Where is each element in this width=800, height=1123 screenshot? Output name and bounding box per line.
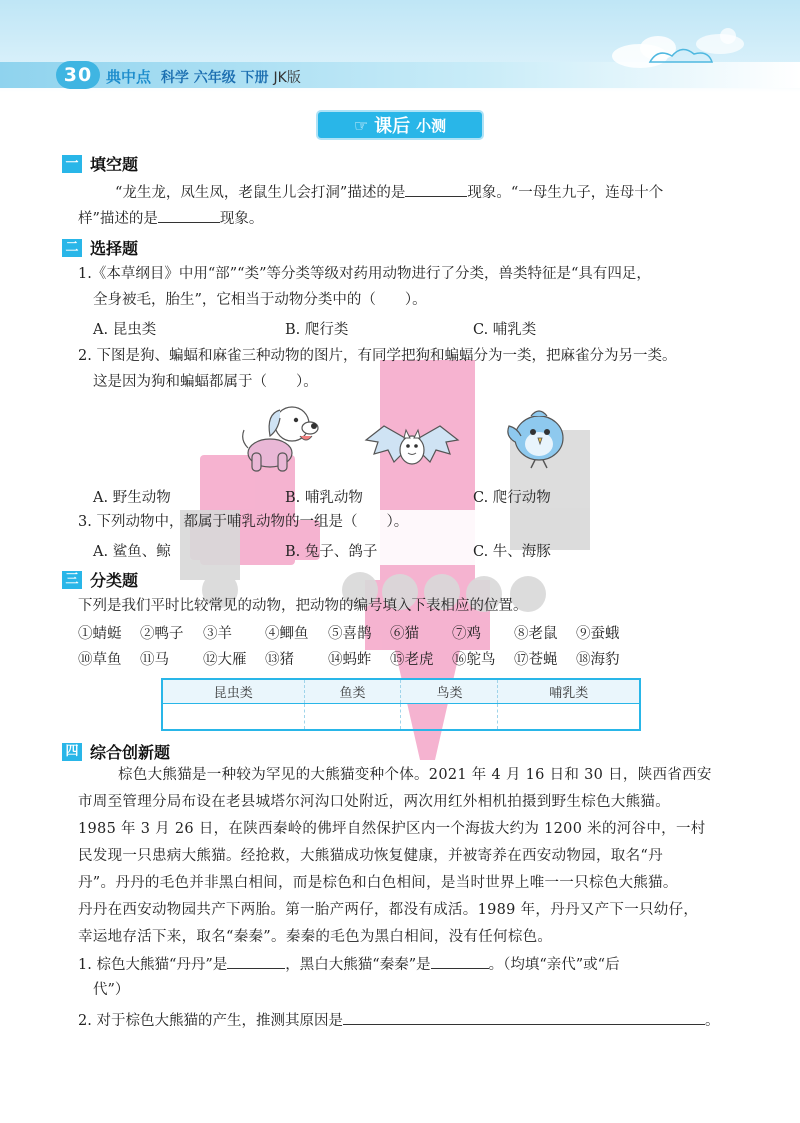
option-c[interactable]: C. 哺乳类: [473, 322, 537, 338]
reading-passage: [78, 762, 732, 951]
question-text: 2. 对于棕色大熊猫的产生，推测其原因是: [78, 1013, 343, 1029]
passage-line: 1985 年 3 月 26 日，在陕西秦岭的佛坪自然保护区内一个海拔大约为 1200 米的河谷中，一村: [78, 821, 706, 837]
question-text: ，黑白大熊猫“秦秦”是: [285, 957, 431, 973]
option-a[interactable]: A. 昆虫类: [93, 322, 157, 338]
dog-illustration: [240, 398, 320, 476]
answer-blank[interactable]: [431, 954, 489, 969]
answer-cell[interactable]: [162, 704, 304, 731]
question-text: 代”）: [93, 982, 130, 998]
animal-item: ⑯鸵鸟: [452, 652, 496, 668]
answer-blank[interactable]: [158, 208, 220, 223]
animal-item: ⑮老虎: [390, 652, 434, 668]
section-heading-3: [62, 568, 138, 591]
question-text: 样”描述的是: [78, 211, 158, 227]
section-title: 填空题: [90, 155, 139, 174]
option-a[interactable]: A. 鲨鱼、鲸: [93, 544, 171, 560]
question-text: “龙生龙，凤生凤，老鼠生儿会打洞”描述的是: [115, 185, 406, 201]
animal-item: ⑦鸡: [452, 626, 481, 642]
section-banner: [318, 112, 482, 138]
section-heading-2: [62, 236, 138, 259]
table-header: 鱼类: [304, 679, 401, 704]
watermark-line-1: Since 1999: [494, 390, 508, 465]
section-title: 综合创新题: [90, 743, 171, 762]
book-title: [106, 66, 301, 87]
page-number: 30: [56, 61, 100, 89]
animal-item: ⑤喜鹊: [328, 626, 372, 642]
subject-label: 科学 六年级 下册: [160, 70, 269, 86]
answer-blank[interactable]: [405, 182, 467, 197]
answer-blank[interactable]: [227, 954, 285, 969]
option-b[interactable]: B. 爬行类: [285, 322, 349, 338]
section-title: 分类题: [90, 571, 139, 590]
answer-cell[interactable]: [498, 704, 640, 731]
question-text: 。（均填“亲代”或“后: [488, 957, 620, 973]
question-text: 全身被毛，胎生”，它相当于动物分类中的（ ）。: [93, 292, 427, 308]
question-text: 1. 棕色大熊猫“丹丹”是: [78, 957, 228, 973]
question-text: 1.《本草纲目》中用“部”“类”等分类等级对药用动物进行了分类，兽类特征是“具有四足，: [78, 266, 651, 282]
cloud-icon: [640, 40, 730, 70]
animal-item: ⑧老鼠: [514, 626, 558, 642]
question-text: 这是因为狗和蝙蝠都属于（ ）。: [93, 374, 318, 390]
table-row: [162, 704, 640, 731]
animal-item: ⑩草鱼: [78, 652, 122, 668]
brand-logo: 典中点: [106, 68, 152, 86]
passage-line: 民发现一只患病大熊猫。经抢救，大熊猫成功恢复健康，并被寄养在西安动物园，取名“丹: [78, 848, 663, 864]
section-heading-1: [62, 152, 138, 175]
animal-item: ③羊: [203, 626, 232, 642]
question-text: 2. 下图是狗、蝙蝠和麻雀三种动物的图片，有同学把狗和蝙蝠分为一类，把麻雀分为另一类。: [78, 348, 677, 364]
banner-title-small: 小测: [416, 116, 447, 135]
animal-item: ①蜻蜓: [78, 626, 122, 642]
question-text: 现象。: [219, 211, 264, 227]
animal-item: ⑭蚂蚱: [328, 652, 372, 668]
animal-item: ⑰苍蝇: [514, 652, 558, 668]
table-header: 鸟类: [401, 679, 498, 704]
option-c[interactable]: C. 牛、海豚: [473, 544, 551, 560]
passage-line: 幸运地存活下来，取名“秦秦”。秦秦的毛色为黑白相间，没有任何棕色。: [78, 929, 553, 945]
watermark-text: [470, 390, 510, 474]
option-c[interactable]: C. 爬行动物: [473, 490, 551, 506]
question-text: 现象。“一母生九子，连母十个: [467, 185, 664, 201]
edition-label: JK版: [273, 70, 301, 86]
question-line: [115, 182, 663, 203]
option-b[interactable]: B. 兔子、鸽子: [285, 544, 378, 560]
sparrow-illustration: [505, 402, 571, 472]
option-b[interactable]: B. 哺乳动物: [285, 490, 363, 506]
section-number: 三: [62, 571, 82, 589]
option-a[interactable]: A. 野生动物: [93, 490, 171, 506]
classification-table: [161, 678, 641, 731]
pointing-hand-icon: ☞: [353, 115, 369, 135]
answer-cell[interactable]: [304, 704, 401, 731]
banner-title: 课后: [374, 116, 411, 137]
section-heading-4: [62, 740, 170, 763]
answer-cell[interactable]: [401, 704, 498, 731]
animal-item: ⑨蚕蛾: [576, 626, 620, 642]
question-line: [78, 208, 263, 229]
section-number: 二: [62, 239, 82, 257]
section-number: 四: [62, 743, 82, 761]
animal-item: ⑪马: [140, 652, 169, 668]
passage-line: 丹丹在西安动物园共产下两胎。第一胎产两仔，都没有成活。1989 年，丹丹又产下一只幼仔，: [78, 902, 699, 918]
animal-item: ⑫大雁: [203, 652, 247, 668]
question-text: 。: [704, 1013, 720, 1029]
question-text: 下列是我们平时比较常见的动物，把动物的编号填入下表相应的位置。: [78, 598, 528, 614]
animal-item: ②鸭子: [140, 626, 184, 642]
section-title: 选择题: [90, 239, 139, 258]
animal-item: ⑥猫: [390, 626, 419, 642]
watermark-line-2: 提分就用典中点: [476, 390, 490, 474]
question-text: 3. 下列动物中，都属于哺乳动物的一组是（ ）。: [78, 514, 409, 530]
animal-item: ④鲫鱼: [265, 626, 309, 642]
question-line: [78, 1010, 719, 1031]
bat-illustration: [364, 420, 460, 476]
animal-item: ⑬猪: [265, 652, 294, 668]
question-line: [78, 954, 620, 975]
passage-line: 丹”。丹丹的毛色并非黑白相间，而是棕色和白色相间，是当时世界上唯一一只棕色大熊猫。: [78, 875, 678, 891]
section-number: 一: [62, 155, 82, 173]
table-header: 哺乳类: [498, 679, 640, 704]
passage-line: 市周至管理分局布设在老县城塔尔河沟口处附近，两次用红外相机拍摄到野生棕色大熊猫。: [78, 794, 670, 810]
answer-blank[interactable]: [343, 1010, 705, 1025]
table-header: 昆虫类: [162, 679, 304, 704]
animal-item: ⑱海豹: [576, 652, 620, 668]
passage-line: 棕色大熊猫是一种较为罕见的大熊猫变种个体。2021 年 4 月 16 日和 30 日，陕西省西安: [118, 767, 712, 783]
